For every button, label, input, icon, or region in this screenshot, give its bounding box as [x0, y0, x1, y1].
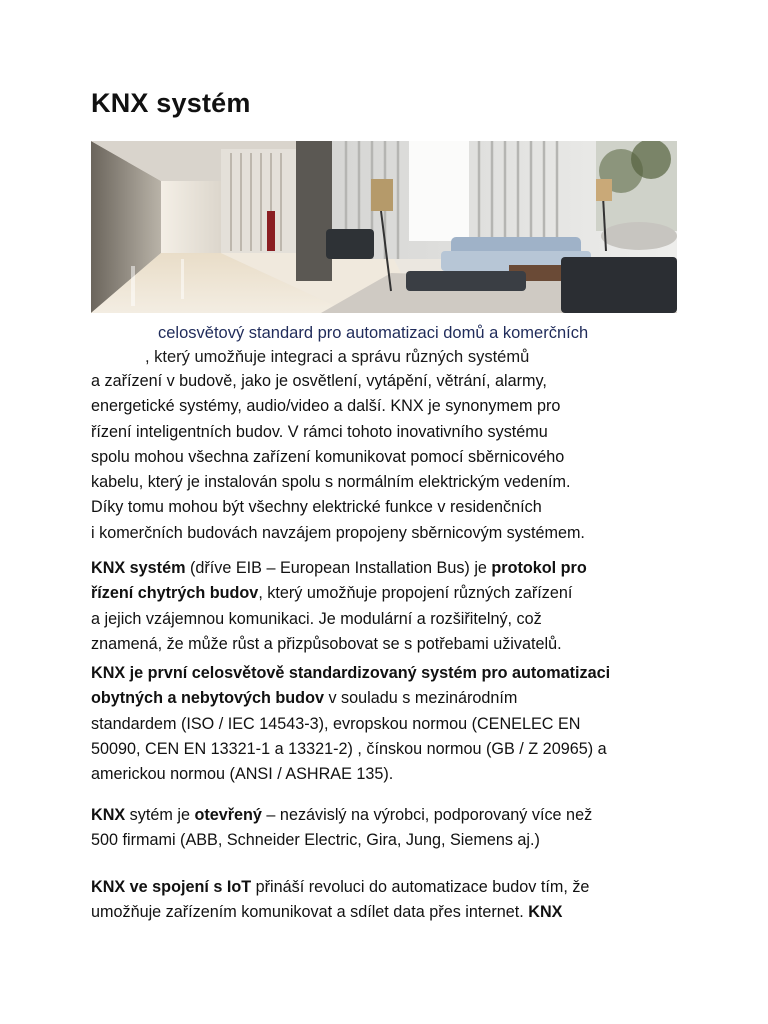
intro-paragraph [91, 369, 681, 546]
text-line: a zařízení v budově, jako je osvětlení, vytápění, větrání, alarmy, [91, 372, 547, 390]
bold-term: KNX systém [91, 559, 186, 577]
text-line: i komerčních budovách navzájem propojeny sběrnicovým systémem. [91, 523, 585, 542]
bold-term: řízení chytrých budov [91, 584, 259, 603]
bold-term: KNX je první celosvětově standardizovaný systém pro automatizaci [91, 664, 611, 682]
text-line: 50090, CEN EN 13321-1 a 13321-2) , čínskou normou (GB / Z 20965) a [91, 739, 607, 758]
interior-lobby-photo [91, 141, 677, 313]
text-line: standardem (ISO / IEC 14543-3), evropskou normou (CENELEC EN [91, 714, 581, 733]
text-line: kabelu, který je instalován spolu s normálním elektrickým vedením. [91, 473, 571, 492]
text-line: a jejich vzájemnou komunikaci. Je modulární a rozšiřitelný, což [91, 609, 542, 628]
text-line: spolu mohou všechna zařízení komunikovat pomocí sběrnicového [91, 447, 565, 466]
paragraph-knx-protocol: KNX systém (dříve EIB – European Installation Bus) je protokol pro řízení chytrých budov, který umožňuje propojení různých zařízení a jejich vzájemnou komunikaci. Je modulární a rozšiřitelný, což znamená, že může růst a přizpůsobovat se s potřebami uživatelů. [91, 556, 681, 657]
text-line: energetické systémy, audio/video a další. KNX je synonymem pro [91, 397, 561, 416]
paragraph-knx-iot: KNX ve spojení s IoT přináší revoluci do automatizace budov tím, že umožňuje zařízením komunikovat a sdílet data přes internet. KNX [91, 878, 590, 922]
page-title: KNX systém [91, 88, 251, 118]
paragraph-knx-open: KNX sytém je otevřený – nezávislý na výrobci, podporovaný více než 500 firmami (ABB, Schneider Electric, Gira, Jung, Siemens aj.) [91, 803, 681, 854]
bold-term: obytných a nebytových budov [91, 689, 324, 708]
text-line: americkou normou (ANSI / ASHRAE 135). [91, 765, 394, 784]
intro-line-2: , který umožňuje integraci a správu různých systémů [145, 348, 530, 366]
bold-term: otevřený [194, 806, 262, 824]
bold-term: KNX ve spojení s IoT [91, 878, 252, 896]
paragraph-knx-standard: KNX je první celosvětově standardizovaný systém pro automatizaci obytných a nebytových budov v souladu s mezinárodním standardem (ISO / IEC 14543-3), evropskou normou (CENELEC EN 50090, CEN EN 13321-1 a 13321-2) , čínskou normou (GB / Z 20965) a americkou normou (ANSI / ASHRAE 135). [91, 661, 681, 787]
text-line: Díky tomu mohou být všechny elektrické funkce v residenčních [91, 498, 542, 517]
text-line: řízení inteligentních budov. V rámci tohoto inovativního systému [91, 422, 548, 441]
bold-term: KNX [528, 903, 563, 922]
text-line: znamená, že může růst a přizpůsobovat se s potřebami uživatelů. [91, 634, 562, 653]
text-line: 500 firmami (ABB, Schneider Electric, Gira, Jung, Siemens aj.) [91, 831, 540, 850]
bold-term: KNX [91, 806, 126, 824]
intro-line-1: celosvětový standard pro automatizaci domů a komerčních [158, 324, 589, 342]
bold-term: protokol pro [491, 559, 587, 577]
